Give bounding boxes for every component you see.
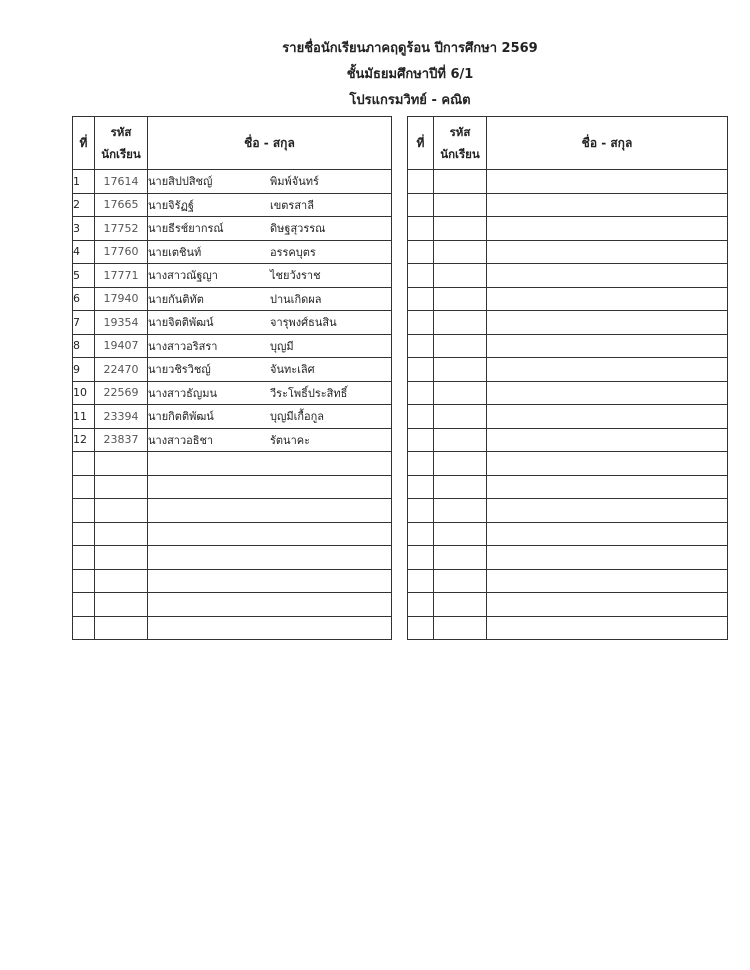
student-code [434,334,487,358]
student-name [148,475,392,499]
first-name: นายกิตติพัฒน์ [148,410,214,424]
table-row [408,193,728,217]
table-row [408,616,728,640]
row-number [408,616,434,640]
student-code: 19407 [95,334,148,358]
student-code [434,593,487,617]
first-name: นางสาวณัฐญา [148,269,218,283]
student-code [434,452,487,476]
first-name: นายกันติทัต [148,292,204,306]
student-code [95,452,148,476]
row-number: 11 [73,405,95,429]
col-code-header [434,117,487,170]
student-name [487,311,728,335]
student-code [434,428,487,452]
table-row [73,475,392,499]
table-row [408,546,728,570]
student-code: 17771 [95,264,148,288]
student-code [434,546,487,570]
row-number: 1 [73,170,95,194]
table-row [73,334,392,358]
table-row [408,593,728,617]
student-name [148,287,392,311]
row-number: 8 [73,334,95,358]
class-line: ชั้นมัธยมศึกษาปีที่ 6/1 [346,67,474,82]
student-name [487,334,728,358]
row-number [408,311,434,335]
table-row [408,522,728,546]
row-number [73,569,95,593]
row-number [408,358,434,382]
row-number [73,475,95,499]
student-name [148,217,392,241]
col-code-line1: รหัส [110,125,132,139]
left-roster-table [72,116,392,640]
student-code [95,522,148,546]
student-name [148,616,392,640]
last-name: จารุพงศ์ธนสิน [270,316,337,330]
student-code [434,569,487,593]
row-number [73,616,95,640]
student-code: 19354 [95,311,148,335]
student-name [487,522,728,546]
table-row [408,499,728,523]
row-number: 9 [73,358,95,382]
row-number: 7 [73,311,95,335]
student-code [434,405,487,429]
student-name [487,499,728,523]
row-number [408,334,434,358]
student-code: 17752 [95,217,148,241]
table-row [408,217,728,241]
row-number: 10 [73,381,95,405]
table-row [73,593,392,617]
student-code: 22470 [95,358,148,382]
student-name [487,264,728,288]
row-number: 6 [73,287,95,311]
row-number: 2 [73,193,95,217]
right-roster-table [407,116,728,640]
table-row [73,358,392,382]
row-number [408,264,434,288]
row-number [408,499,434,523]
table-row [408,381,728,405]
row-number [408,405,434,429]
student-name [487,170,728,194]
student-code [434,311,487,335]
table-row [73,452,392,476]
student-name [148,569,392,593]
student-code [434,381,487,405]
student-name [148,593,392,617]
row-number [408,217,434,241]
last-name: พิมพ์จันทร์ [270,175,319,189]
table-row [73,569,392,593]
last-name: วีระโพธิ์ประสิทธิ์ [270,386,348,400]
row-number [408,452,434,476]
student-name [487,381,728,405]
student-code [434,193,487,217]
student-name [487,287,728,311]
last-name: ดิษฐสุวรรณ [270,222,326,236]
student-code [95,546,148,570]
last-name: อรรคบุตร [270,245,316,259]
first-name: นายธีรช์ยากรณ์ [148,222,224,236]
table-row [408,428,728,452]
table-row [408,475,728,499]
student-name [148,546,392,570]
row-number: 5 [73,264,95,288]
table-row [408,358,728,382]
table-row [73,287,392,311]
student-code: 17940 [95,287,148,311]
table-row [73,193,392,217]
row-number: 12 [73,428,95,452]
table-row [73,217,392,241]
row-number [73,499,95,523]
last-name: บุญมี [270,339,294,353]
student-code: 17760 [95,240,148,264]
first-name: นางสาวธัญมน [148,386,217,400]
student-name [148,311,392,335]
table-row [73,311,392,335]
row-number [408,193,434,217]
col-no-header: ที่ [73,117,95,170]
row-number [73,546,95,570]
table-row [408,452,728,476]
row-number [73,452,95,476]
table-row [73,428,392,452]
student-name [487,405,728,429]
student-name [148,499,392,523]
first-name: นายจิตติพัฒน์ [148,316,214,330]
row-number: 3 [73,217,95,241]
student-name [487,593,728,617]
student-name [148,522,392,546]
student-code: 17614 [95,170,148,194]
student-code [434,499,487,523]
row-number [408,287,434,311]
student-code [95,475,148,499]
student-name [487,475,728,499]
last-name: จันทะเลิศ [270,363,315,377]
col-no-header: ที่ [408,117,434,170]
row-number [408,522,434,546]
student-name [487,616,728,640]
table-row [408,170,728,194]
last-name: เขตรสาลี [270,198,314,212]
last-name: ไชยวังราช [270,269,321,283]
student-code [434,616,487,640]
student-name [148,428,392,452]
last-name: รัตนาคะ [270,433,311,447]
student-code [434,358,487,382]
first-name: นางสาวอริสรา [148,339,218,353]
col-code-line2: นักเรียน [440,147,480,161]
table-row [408,311,728,335]
student-name [487,569,728,593]
student-name [487,240,728,264]
student-name [487,428,728,452]
student-code [434,287,487,311]
col-name-header: ชื่อ - สกุล [487,117,728,170]
student-name [487,217,728,241]
student-code [434,475,487,499]
student-code [95,569,148,593]
student-code [434,240,487,264]
header-row [408,117,728,170]
student-name [148,358,392,382]
table-row [408,240,728,264]
table-row [73,240,392,264]
table-row [73,546,392,570]
col-code-line2: นักเรียน [101,147,141,161]
left-roster-body [73,170,392,640]
student-name [148,264,392,288]
table-row [73,499,392,523]
table-row [408,334,728,358]
student-name [487,546,728,570]
table-row [408,405,728,429]
student-code [95,593,148,617]
student-code [95,616,148,640]
student-name [148,170,392,194]
student-code [434,264,487,288]
row-number [73,522,95,546]
student-name [148,334,392,358]
table-row [73,405,392,429]
student-name [487,193,728,217]
student-name [487,358,728,382]
first-name: นายสิปปสิชญ์ [148,175,213,189]
document-title: รายชื่อนักเรียนภาคฤดูร้อน ปีการศึกษา 2569 [282,41,538,56]
table-row [73,522,392,546]
student-name [148,240,392,264]
student-name [148,452,392,476]
table-row [408,264,728,288]
row-number [408,428,434,452]
col-code-header [95,117,148,170]
table-row [73,264,392,288]
row-number: 4 [73,240,95,264]
student-code: 23394 [95,405,148,429]
last-name: บุญมีเกื้อกูล [270,410,325,424]
table-row [73,381,392,405]
row-number [408,475,434,499]
row-number [408,569,434,593]
student-name [148,405,392,429]
first-name: นายวชิรวิชญ์ [148,363,211,377]
row-number [408,381,434,405]
first-name: นายจิรัฏฐ์ [148,198,194,212]
table-row [73,616,392,640]
student-name [148,381,392,405]
col-name-header: ชื่อ - สกุล [148,117,392,170]
row-number [408,170,434,194]
table-row [408,569,728,593]
program-line: โปรแกรมวิทย์ - คณิต [349,93,471,108]
row-number [408,546,434,570]
row-number [73,593,95,617]
row-number [408,593,434,617]
row-number [408,240,434,264]
table-row [408,287,728,311]
student-code: 23837 [95,428,148,452]
student-code: 17665 [95,193,148,217]
student-name [148,193,392,217]
right-roster-body [408,170,728,640]
first-name: นายเตชินท์ [148,245,202,259]
student-code: 22569 [95,381,148,405]
col-code-line1: รหัส [449,125,471,139]
last-name: ปานเกิดผล [270,292,322,306]
student-code [434,217,487,241]
student-code [434,170,487,194]
student-name [487,452,728,476]
student-code [434,522,487,546]
first-name: นางสาวอธิชา [148,433,214,447]
table-row [73,170,392,194]
student-code [95,499,148,523]
header-row [73,117,392,170]
